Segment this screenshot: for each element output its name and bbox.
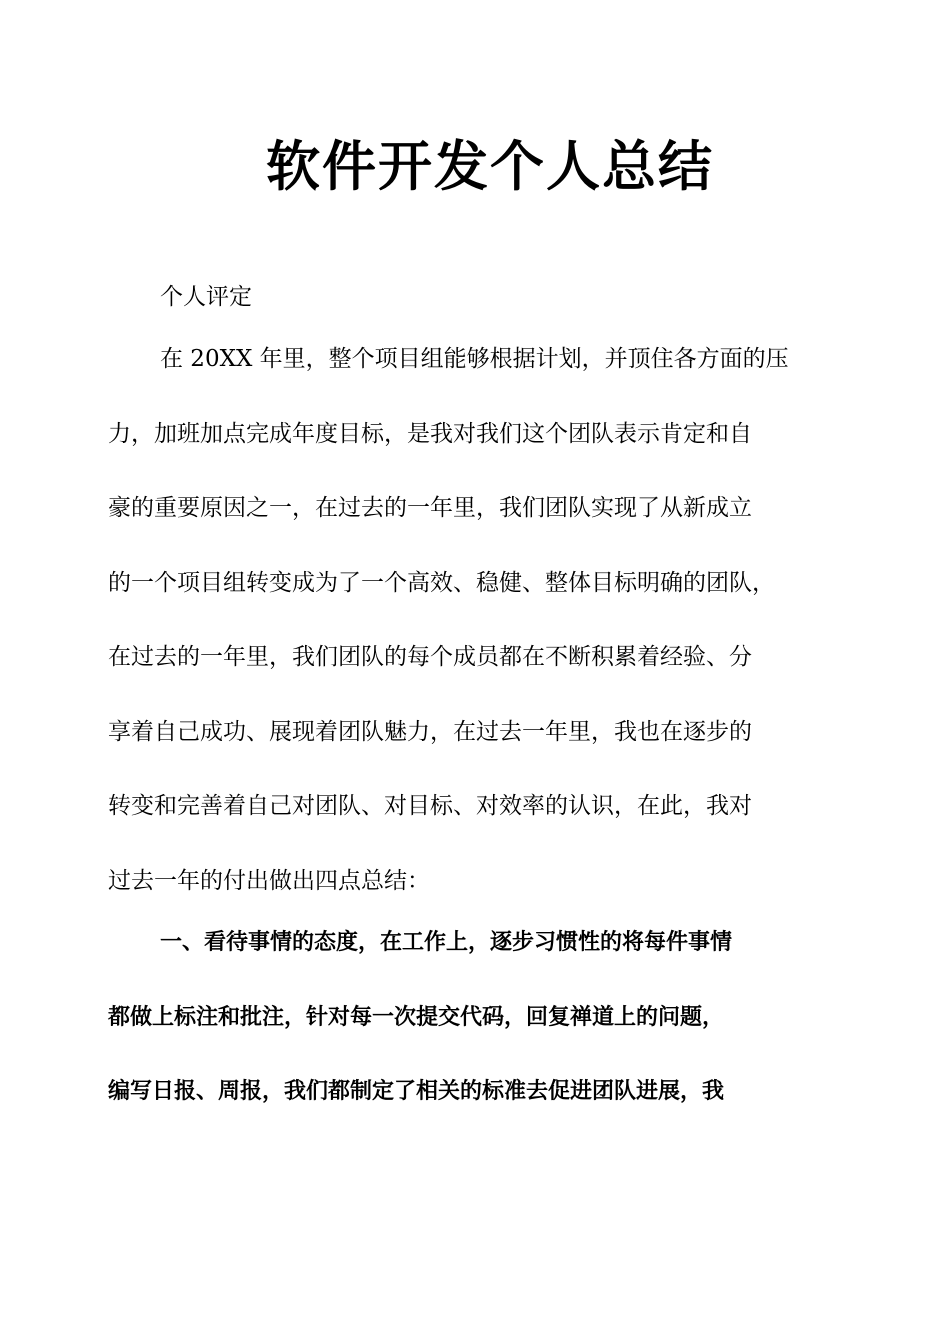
paragraph-line: 豪的重要原因之一，在过去的一年里，我们团队实现了从新成立 bbox=[108, 495, 752, 521]
paragraph-line: 的一个项目组转变成为了一个高效、稳健、整体目标明确的团队， bbox=[108, 570, 775, 596]
paragraph-line: 在过去的一年里，我们团队的每个成员都在不断积累着经验、分 bbox=[108, 644, 752, 670]
bold-paragraph-line: 编写日报、周报，我们都制定了相关的标准去促进团队进展，我 bbox=[108, 1079, 725, 1104]
paragraph-line: 转变和完善着自己对团队、对目标、对效率的认识，在此，我对 bbox=[108, 793, 752, 819]
bold-paragraph-line: 一、看待事情的态度，在工作上，逐步习惯性的将每件事情 bbox=[160, 930, 733, 955]
paragraph-line: 享着自己成功、展现着团队魅力，在过去一年里，我也在逐步的 bbox=[108, 719, 752, 745]
paragraph-line: 过去一年的付出做出四点总结： bbox=[108, 868, 430, 894]
paragraph-line: 力，加班加点完成年度目标，是我对我们这个团队表示肯定和自 bbox=[108, 421, 752, 447]
bold-paragraph-line: 都做上标注和批注，针对每一次提交代码，回复禅道上的问题， bbox=[108, 1005, 725, 1030]
section-heading: 个人评定 bbox=[160, 284, 252, 310]
document-title: 软件开发个人总结 bbox=[266, 135, 714, 198]
paragraph-line: 在 20XX 年里，整个项目组能够根据计划，并顶住各方面的压 bbox=[160, 346, 789, 372]
